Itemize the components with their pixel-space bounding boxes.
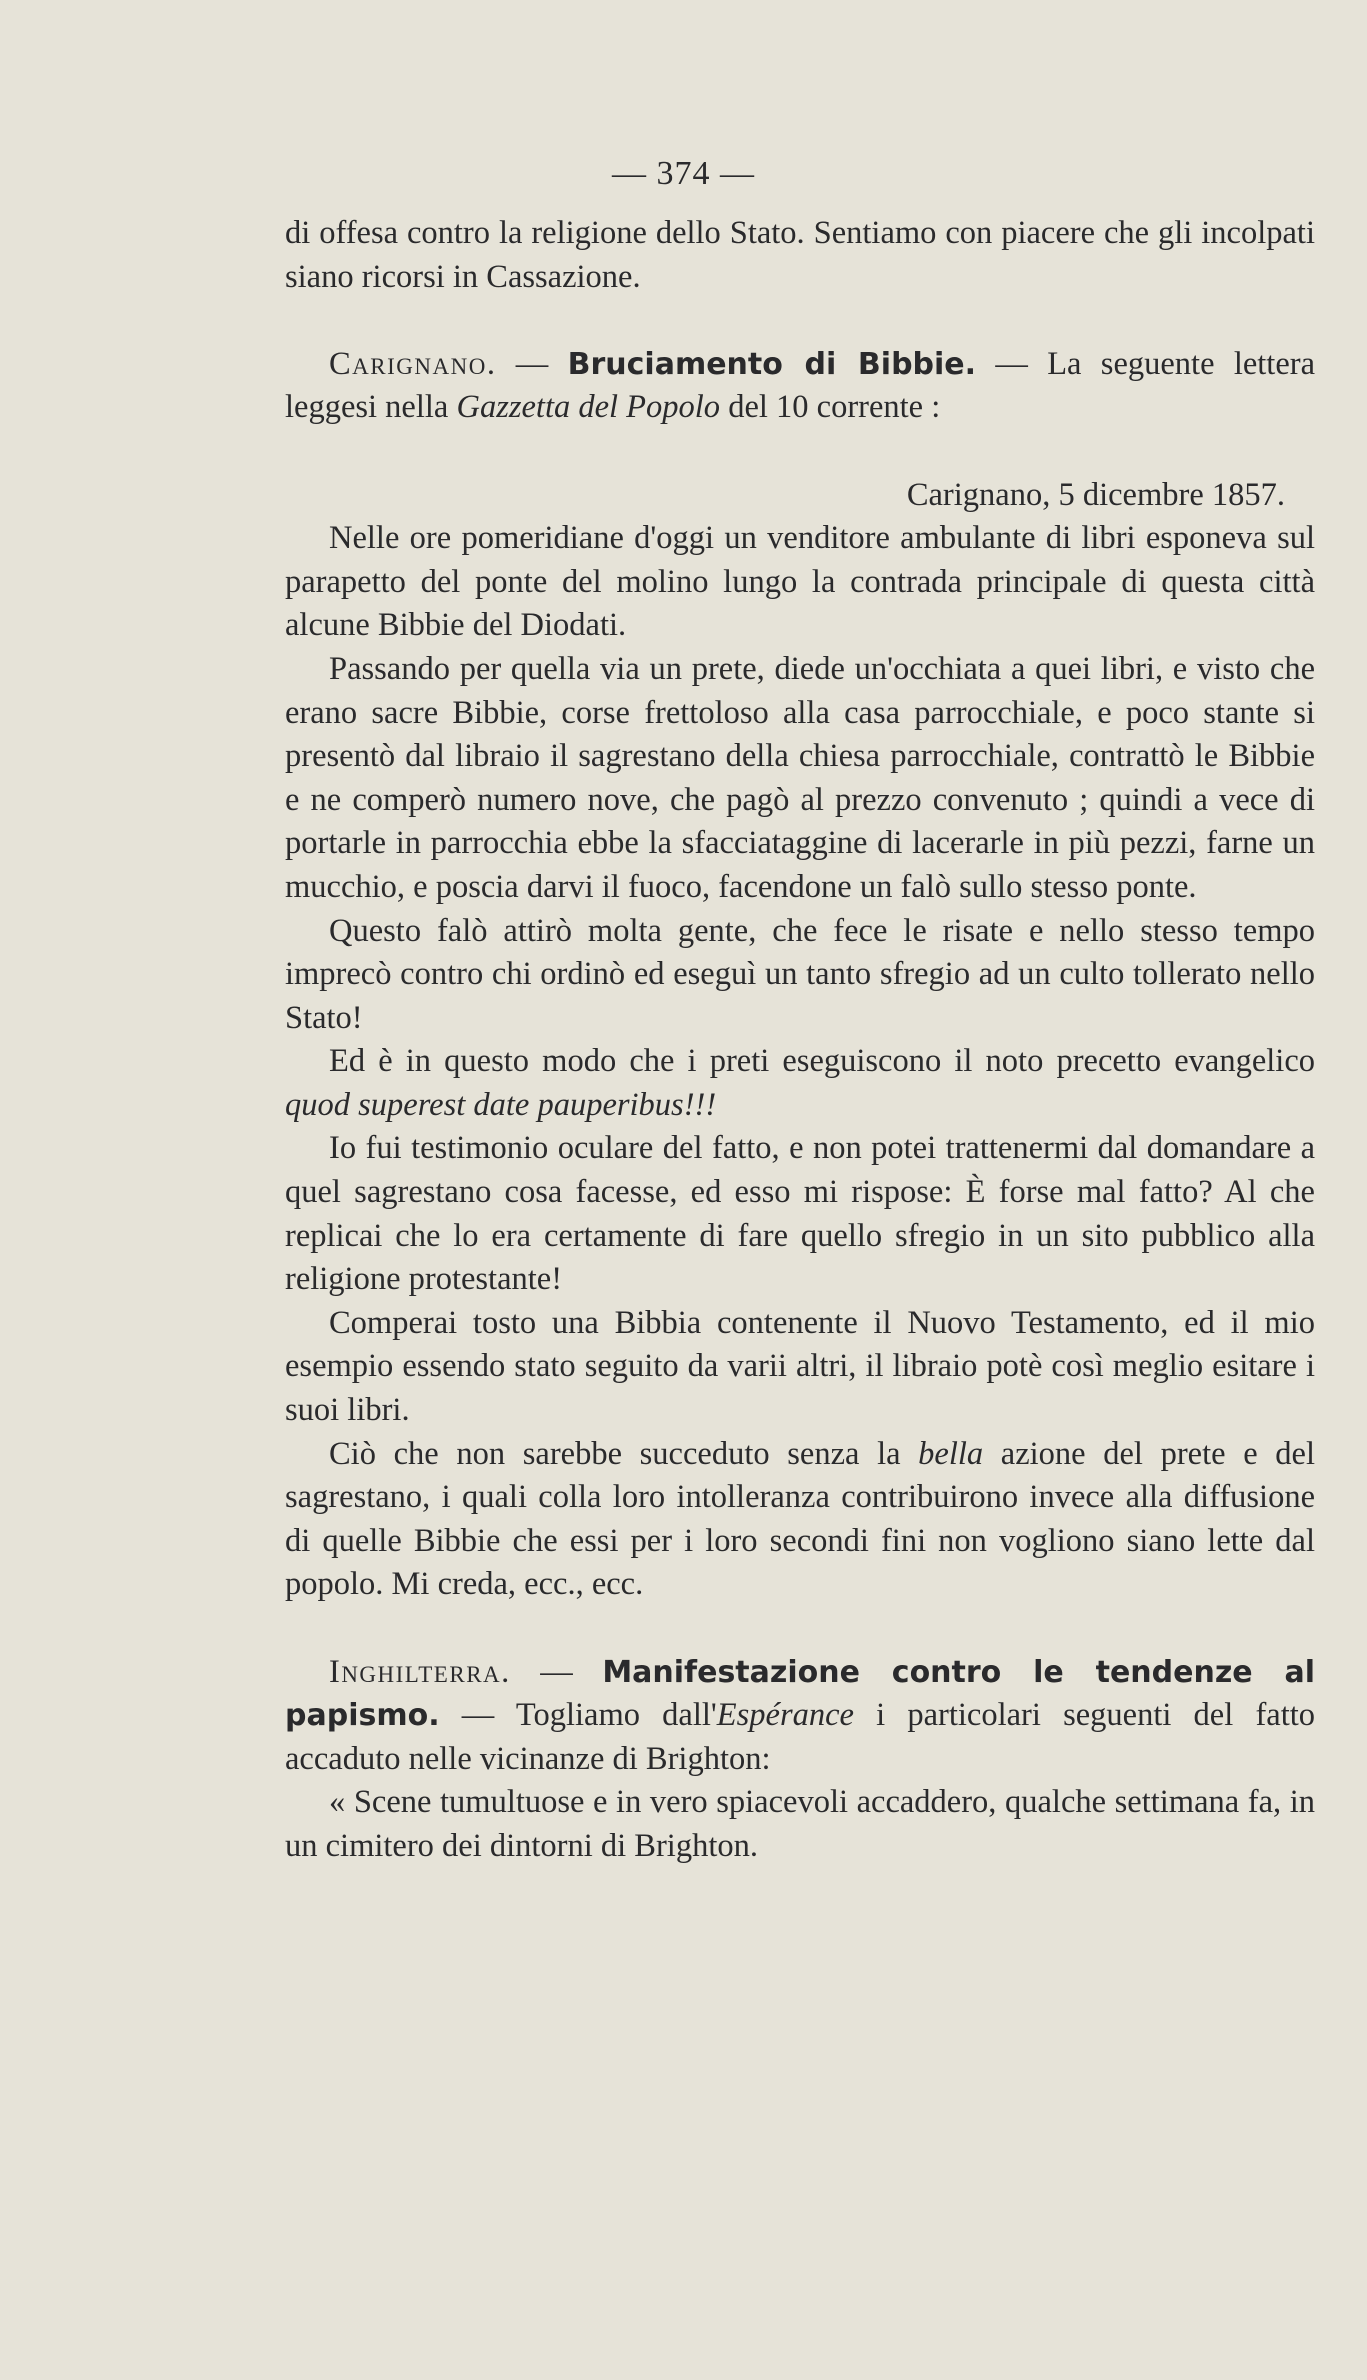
paragraph-text: azione del prete e del sagrestano, i quali colla loro intolleranza contribuirono invece alla diffusione di quelle Bibbie che essi per i loro secondi fini non vogliono siano lette dal popolo. Mi creda, ecc., ecc. xyxy=(285,1435,1315,1603)
section-place: Inghilterra. xyxy=(329,1653,511,1690)
dash: — xyxy=(496,345,568,382)
source-name: Espérance xyxy=(716,1697,854,1734)
section-heading-inghilterra xyxy=(285,1651,1315,1782)
latin-quote: quod superest date pauperibus!!! xyxy=(285,1086,717,1123)
section-title: Manifestazione contro le tendenze al papismo. xyxy=(285,1654,1315,1734)
paragraph-text: Ed è in questo modo che i preti eseguiscono il noto precetto evangelico xyxy=(329,1043,1315,1080)
letter-paragraph: Passando per quella via un prete, diede un'occhiata a quei libri, e visto che erano sacre Bibbie, corse frettoloso alla casa parrocchiale, e poco stante si presentò dal libraio il sagrestano della chiesa parrocchiale, contrattò le Bibbie e ne comperò numero nove, che pagò al prezzo convenuto ; quindi a vece di portarle in parrocchia ebbe la sfacciataggine di lacerarle in più pezzi, farne un mucchio, e poscia darvi il fuoco, facendone un falò sullo stesso ponte. xyxy=(285,650,1315,905)
source-name: Gazzetta del Popolo xyxy=(456,389,721,426)
letter-paragraph: Questo falò attirò molta gente, che fece le risate e nello stesso tempo imprecò contro chi ordinò ed eseguì un tanto sfregio ad un culto tollerato nello Stato! xyxy=(285,912,1315,1036)
section-place: Carignano. xyxy=(329,345,497,382)
letter-paragraph xyxy=(285,1040,1315,1127)
section-title: Bruciamento di Bibbie. xyxy=(567,346,977,382)
section-heading-carignano xyxy=(285,343,1315,430)
article-body xyxy=(285,212,1315,1869)
letter-dateline: Carignano, 5 dicembre 1857. xyxy=(906,476,1285,513)
page-number: — 374 — xyxy=(612,155,755,192)
quoted-paragraph: « Scene tumultuose e in vero spiacevoli accaddero, qualche settimana fa, in un cimitero dei dintorni di Brighton. xyxy=(285,1784,1315,1864)
emphasis: bella xyxy=(918,1435,984,1472)
spacer xyxy=(285,299,1315,343)
intro-text-end: i particolari seguenti del fatto accaduto nelle vicinanze di Brighton: xyxy=(285,1697,1315,1777)
letter-paragraph xyxy=(285,1433,1315,1607)
intro-text: — La seguente lettera leggesi nella xyxy=(285,345,1316,426)
intro-text: — Togliamo dall' xyxy=(439,1697,717,1734)
spacer xyxy=(285,1607,1315,1651)
letter-paragraph: Nelle ore pomeridiane d'oggi un venditore ambulante di libri esponeva sul parapetto del ponte del molino lungo la contrada principale di questa città alcune Bibbie del Diodati. xyxy=(285,520,1315,644)
spacer xyxy=(285,430,1315,474)
paragraph-continued: di offesa contro la religione dello Stato. Sentiamo con piacere che gli incolpati siano ricorsi in Cassazione. xyxy=(285,215,1315,295)
letter-paragraph: Io fui testimonio oculare del fatto, e non potei trattenermi dal domandare a quel sagrestano cosa facesse, ed esso mi rispose: È forse mal fatto? Al che replicai che lo era certamente di fare quello sfregio in un sito pubblico alla religione protestante! xyxy=(285,1130,1315,1298)
intro-text-end: del 10 corrente : xyxy=(720,389,941,426)
letter-paragraph: Comperai tosto una Bibbia contenente il Nuovo Testamento, ed il mio esempio essendo stato seguito da varii altri, il libraio potè così meglio esitare i suoi libri. xyxy=(285,1304,1315,1429)
dash: — xyxy=(510,1653,603,1690)
paragraph-text: Ciò che non sarebbe succeduto senza la xyxy=(329,1435,919,1472)
